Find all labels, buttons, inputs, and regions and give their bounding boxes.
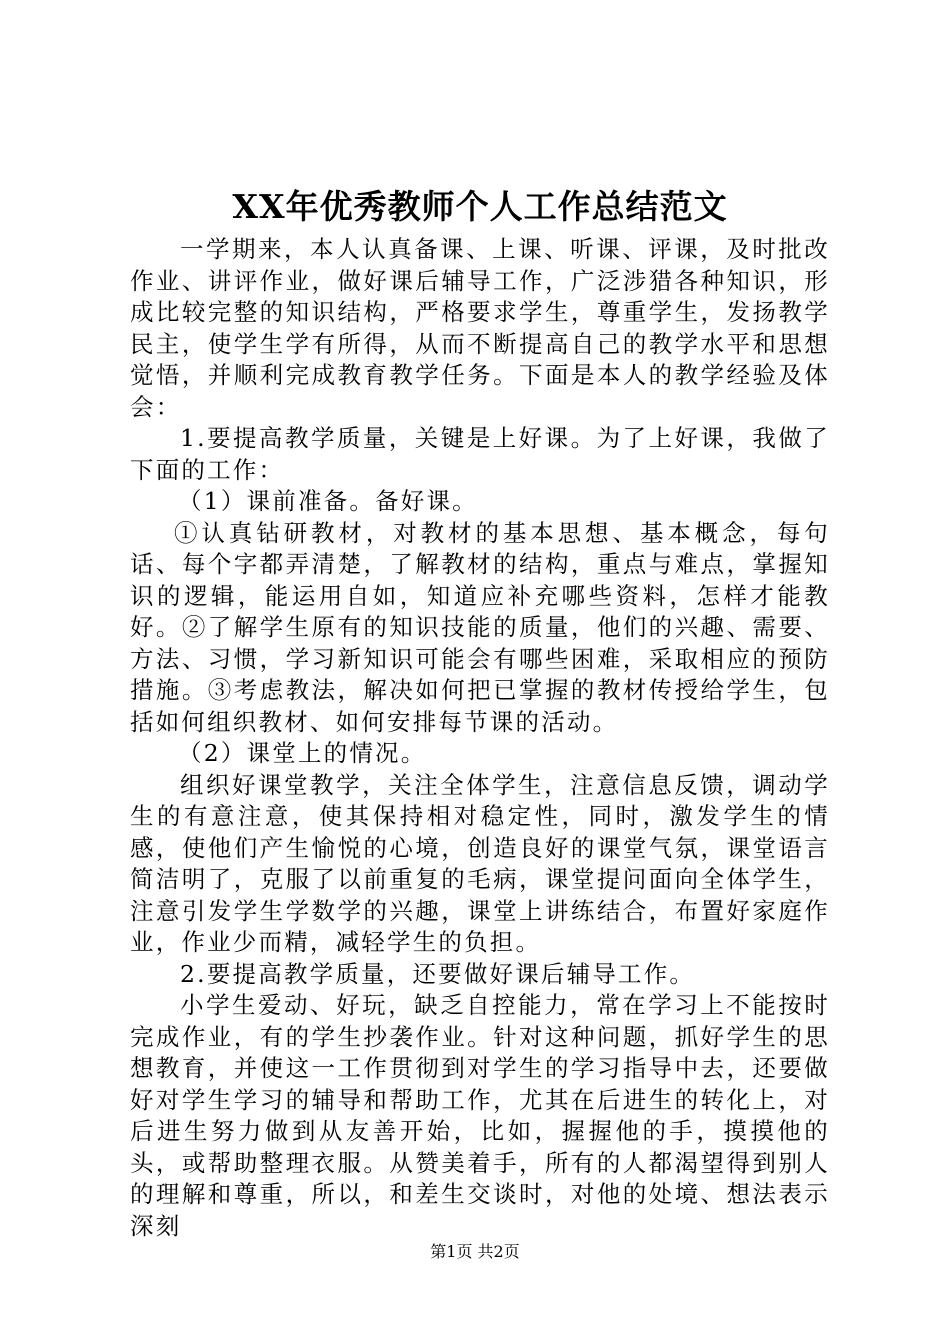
intro-paragraph: 一学期来，本人认真备课、上课、听课、评课，及时批改作业、讲评作业，做好课后辅导工作，广泛涉猎各种知识，形成比较完整的知识结构，严格要求学生，尊重学生，发扬教学民主，使学生学有所得，从而不断提高自己的教学水平和思想觉悟，并顺利完成教育教学任务。下面是本人的教学经验及体会： [130,235,830,421]
page-number-footer: 第1页 共2页 [430,1242,520,1261]
lesson-prep-paragraph: ①认真钻研教材，对教材的基本思想、基本概念，每句话、每个字都弄清楚，了解教材的结构，重点与难点，掌握知识的逻辑，能运用自如，知道应补充哪些资料，怎样才能教好。②了解学生原有的知识技能的质量，他们的兴趣、需要、方法、习惯，学习新知识可能会有哪些困难，采取相应的预防措施。③考虑教法，解决如何把已掌握的教材传授给学生，包括如何组织教材、如何安排每节课的活动。 [130,518,830,736]
section-heading-2: 2.要提高教学质量，还要做好课后辅导工作。 [180,959,696,988]
section-heading-1: 1.要提高教学质量，关键是上好课。为了上好课，我做了下面的工作： [130,424,830,484]
document-body [130,234,830,1242]
tutoring-paragraph: 小学生爱动、好玩，缺乏自控能力，常在学习上不能按时完成作业，有的学生抄袭作业。针对这种问题，抓好学生的思想教育，并使这一工作贯彻到对学生的学习指导中去，还要做好对学生学习的辅导和帮助工作，尤其在后进生的转化上，对后进生努力做到从友善开始，比如，握握他的手，摸摸他的头，或帮助整理衣服。从赞美着手，所有的人都渴望得到别人的理解和尊重，所以，和差生交谈时，对他的处境、想法表示深刻 [130,991,830,1240]
document-title: XX年优秀教师个人工作总结范文 [232,187,728,226]
classroom-paragraph: 组织好课堂教学，关注全体学生，注意信息反馈，调动学生的有意注意，使其保持相对稳定性，同时，激发学生的情感，使他们产生愉悦的心境，创造良好的课堂气氛，课堂语言简洁明了，克服了以前重复的毛病，课堂提问面向全体学生，注意引发学生学数学的兴趣，课堂上讲练结合，布置好家庭作业，作业少而精，减轻学生的负担。 [130,770,830,956]
subsection-heading-1: （1）课前准备。备好课。 [178,487,478,515]
subsection-heading-2: （2）课堂上的情况。 [178,739,427,767]
